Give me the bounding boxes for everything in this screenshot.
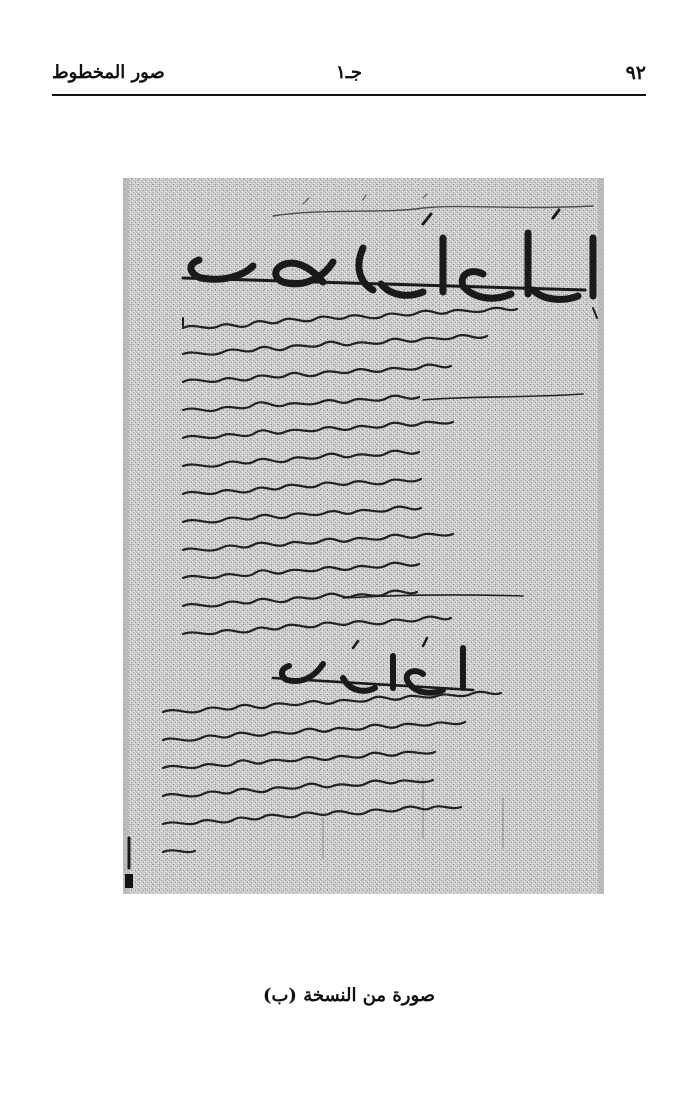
header-rule [52,94,646,96]
page-number: ٩٢ [625,62,646,84]
manuscript-image [123,178,604,894]
figure-caption: صورة من النسخة (ب) [262,985,436,1006]
volume-label: جـ١ [335,62,363,83]
page-header [52,58,646,92]
manuscript-photo-icon [123,178,604,894]
section-title: صور المخطوط [52,62,165,83]
